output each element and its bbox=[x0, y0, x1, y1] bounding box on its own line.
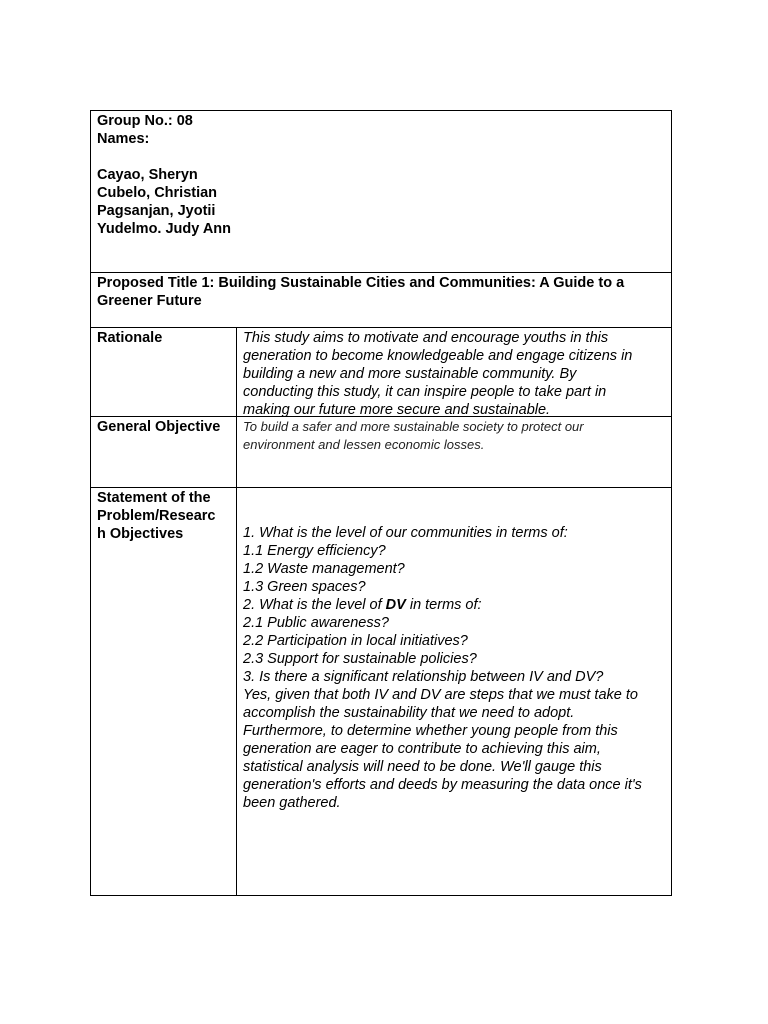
answer-line: generation's efforts and deeds by measuring the data once it's bbox=[243, 777, 642, 793]
member-name: Yudelmo. Judy Ann bbox=[97, 221, 232, 237]
rationale-line: making our future more secure and sustainable. bbox=[243, 402, 551, 418]
label-line: Statement of the bbox=[97, 490, 211, 506]
answer-line: Furthermore, to determine whether young people from this bbox=[243, 723, 618, 739]
question-line: 2.3 Support for sustainable policies? bbox=[243, 651, 477, 667]
question-text: 2. What is the level of bbox=[243, 597, 386, 613]
proposed-title-row bbox=[91, 272, 671, 327]
rationale-line: This study aims to motivate and encourage youths in this bbox=[243, 330, 609, 346]
answer-line: statistical analysis will need to be done. We'll gauge this bbox=[243, 759, 602, 775]
proposed-title-cell bbox=[91, 273, 671, 310]
rationale-line: conducting this study, it can inspire people to take part in bbox=[243, 384, 607, 400]
group-info-row bbox=[91, 111, 671, 272]
answer-line: accomplish the sustainability that we need to adopt. bbox=[243, 705, 575, 721]
objective-line: To build a safer and more sustainable society to protect our bbox=[243, 419, 584, 434]
rationale-row bbox=[91, 327, 671, 416]
answer-line: been gathered. bbox=[243, 795, 341, 811]
answer-line: generation are eager to contribute to achieving this aim, bbox=[243, 741, 601, 757]
rationale-label: Rationale bbox=[91, 328, 237, 416]
member-name: Pagsanjan, Jyotii bbox=[97, 203, 216, 219]
member-name: Cayao, Sheryn bbox=[97, 167, 198, 183]
general-objective-label: General Objective bbox=[91, 417, 237, 487]
problem-statement-label bbox=[91, 488, 237, 895]
objective-line: environment and lessen economic losses. bbox=[243, 436, 485, 452]
label-line: h Objectives bbox=[97, 526, 184, 542]
proposed-title-line: Greener Future bbox=[97, 293, 202, 309]
spacer bbox=[97, 148, 665, 166]
question-text: in terms of: bbox=[405, 597, 482, 613]
rationale-line: generation to become knowledgeable and engage citizens in bbox=[243, 348, 633, 364]
question-line bbox=[243, 596, 665, 614]
general-objective-row bbox=[91, 416, 671, 487]
answer-line: Yes, given that both IV and DV are steps that we must take to bbox=[243, 687, 638, 703]
question-line: 1.2 Waste management? bbox=[243, 561, 405, 577]
question-line: 2.1 Public awareness? bbox=[243, 615, 389, 631]
problem-statement-row bbox=[91, 487, 671, 895]
group-info-cell bbox=[91, 111, 671, 238]
proposed-title-line: Proposed Title 1: Building Sustainable Cities and Communities: A Guide to a bbox=[97, 275, 625, 291]
group-number: Group No.: 08 bbox=[97, 113, 193, 129]
proposal-table bbox=[90, 110, 672, 896]
question-line: 3. Is there a significant relationship between IV and DV? bbox=[243, 669, 604, 685]
rationale-line: building a new and more sustainable community. By bbox=[243, 366, 577, 382]
names-label: Names: bbox=[97, 131, 150, 147]
general-objective-text bbox=[237, 417, 671, 487]
label-line: Problem/Researc bbox=[97, 508, 216, 524]
problem-statement-text bbox=[237, 488, 671, 895]
member-name: Cubelo, Christian bbox=[97, 185, 218, 201]
question-line: 2.2 Participation in local initiatives? bbox=[243, 633, 468, 649]
question-line: 1.3 Green spaces? bbox=[243, 579, 366, 595]
dv-emphasis: DV bbox=[385, 597, 406, 613]
question-line: 1. What is the level of our communities in terms of: bbox=[243, 525, 568, 541]
question-line: 1.1 Energy efficiency? bbox=[243, 543, 386, 559]
rationale-text bbox=[237, 328, 671, 416]
